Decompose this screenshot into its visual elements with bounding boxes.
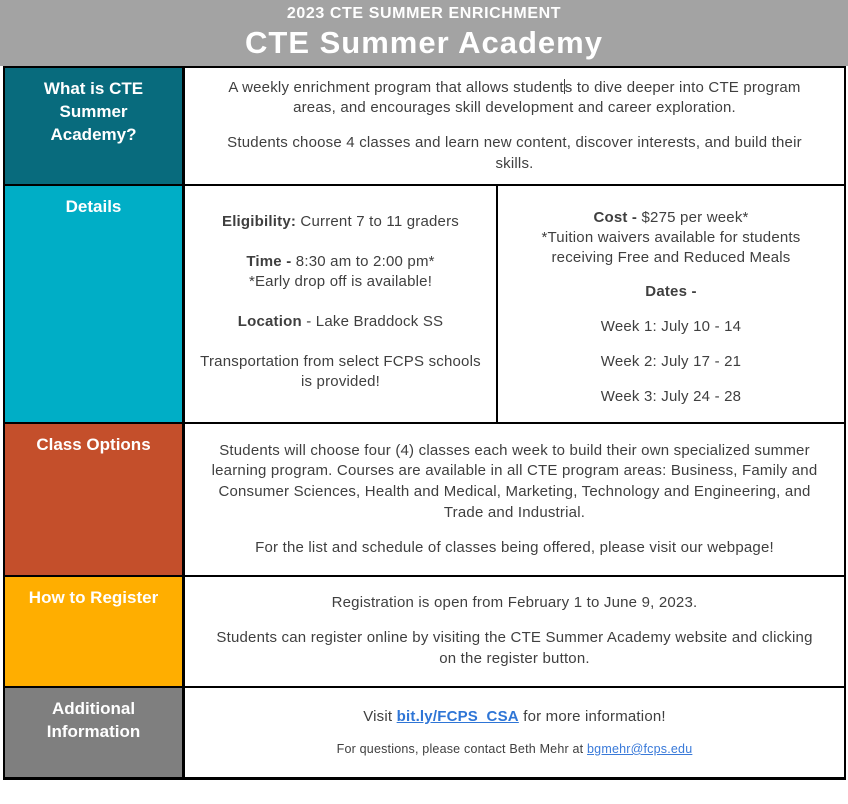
visit-suffix: for more information! [518, 708, 666, 726]
row-what-is [5, 68, 844, 186]
eligibility-label: Eligibility: [221, 213, 297, 230]
transportation-note: Transportation from select FCPS schools is provided! [200, 353, 481, 390]
class-options-paragraph-1: Students will choose four (4) classes each week to build their own specialized summer learning program. Courses are available in all CTE program areas: Business, Family and Consumer Sciences, Health and Medical, Marketing, Technology and Engineering, and Trade and Industrial. [211, 441, 818, 521]
row-class-options [5, 424, 844, 577]
questions-line [337, 741, 693, 758]
flyer-table [3, 66, 846, 780]
cost-label: Cost - [593, 209, 642, 226]
class-options-content [185, 424, 844, 575]
class-options-heading: Class Options [5, 424, 185, 575]
details-heading: Details [5, 186, 185, 422]
what-is-content [185, 68, 844, 184]
time-line [199, 252, 482, 272]
details-right-column [498, 186, 844, 422]
eligibility-text: Current 7 to 11 graders [296, 213, 459, 230]
visit-prefix: Visit [363, 708, 397, 726]
row-additional-info [5, 688, 844, 777]
location-line [199, 312, 482, 332]
row-how-to-register [5, 577, 844, 688]
visit-line [363, 707, 666, 728]
location-label: Location [237, 313, 302, 330]
time-text: 8:30 am to 2:00 pm* [295, 253, 435, 270]
what-is-paragraph-1-before-caret: A weekly enrichment program that allows student [228, 78, 564, 96]
flyer-header [0, 0, 848, 66]
time-note: *Early drop off is available! [248, 273, 433, 290]
week-2: Week 2: July 17 - 21 [600, 353, 742, 370]
dates-heading: Dates - [645, 283, 697, 300]
what-is-paragraph-1 [207, 78, 822, 119]
page-title: CTE Summer Academy [245, 25, 603, 60]
fcps-csa-link[interactable]: bit.ly/FCPS_CSA [396, 708, 519, 726]
how-to-register-content [185, 577, 844, 686]
header-kicker: 2023 CTE SUMMER ENRICHMENT [286, 5, 562, 22]
additional-info-heading: Additional Information [5, 688, 185, 777]
what-is-paragraph-2: Students choose 4 classes and learn new content, discover interests, and build their skills. [227, 134, 802, 172]
week-1: Week 1: July 10 - 14 [600, 318, 742, 335]
week-3: Week 3: July 24 - 28 [600, 388, 742, 405]
questions-prefix: For questions, please contact Beth Mehr at [336, 741, 588, 756]
cost-text: $275 per week* [641, 209, 749, 226]
time-label: Time - [246, 253, 296, 270]
details-content [185, 186, 844, 422]
location-text: - Lake Braddock SS [301, 313, 444, 330]
what-is-heading: What is CTE Summer Academy? [5, 68, 185, 184]
registration-dates-paragraph: Registration is open from February 1 to June 9, 2023. [331, 594, 698, 612]
cost-line [512, 208, 830, 228]
cost-note: *Tuition waivers available for students receiving Free and Reduced Meals [541, 229, 801, 266]
details-left-column [185, 186, 498, 422]
class-options-paragraph-2: For the list and schedule of classes being offered, please visit our webpage! [255, 538, 774, 556]
additional-info-content [185, 688, 844, 777]
contact-email-link[interactable]: bgmehr@fcps.edu [587, 741, 693, 756]
registration-instructions-paragraph: Students can register online by visiting the CTE Summer Academy website and clicking on the register button. [216, 629, 813, 667]
row-details [5, 186, 844, 424]
eligibility-line [199, 212, 482, 232]
what-is-paragraph-1-after-caret: s to dive deeper into CTE program areas, and encourages skill development and career exploration. [293, 78, 801, 117]
how-to-register-heading: How to Register [5, 577, 185, 686]
